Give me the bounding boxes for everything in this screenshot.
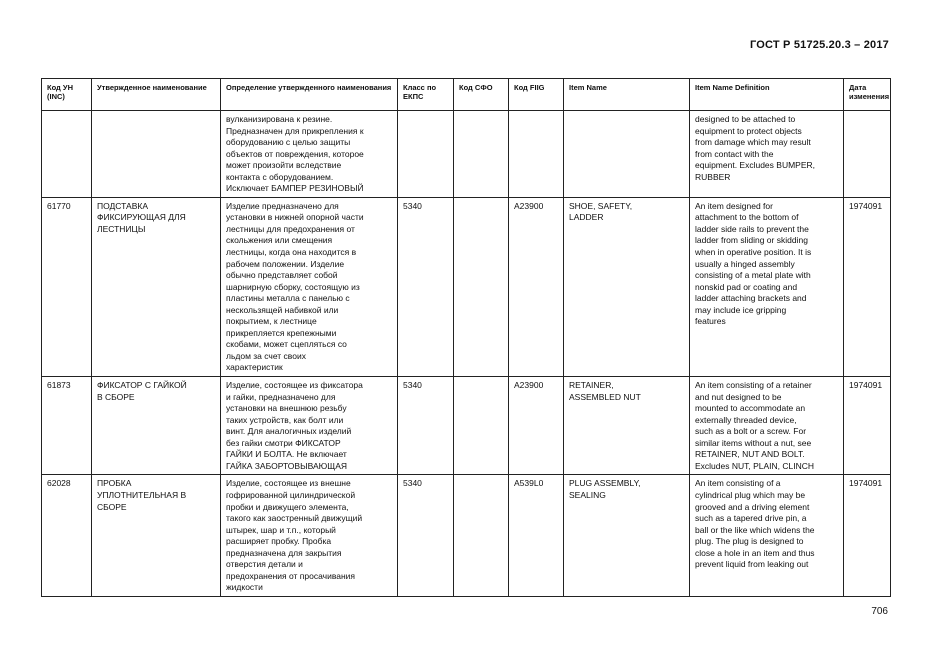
cell-item-name-definition: An item consisting of a cylindrical plug which may be grooved and a driving element such as a tapered drive pin, a ball or the like which widens the plug. The plug is designed to close a hole in an item and thus prevent liquid from leaking out	[690, 475, 844, 596]
col-header-ekps-class: Класс по ЕКПС	[398, 79, 454, 111]
cell-inc	[42, 111, 92, 198]
col-header-item-name-definition: Item Name Definition	[690, 79, 844, 111]
cell-ekps-class	[398, 111, 454, 198]
table-row	[42, 197, 891, 376]
col-header-fiig-code: Код FIIG	[509, 79, 564, 111]
cell-sfo-code	[454, 377, 509, 475]
cell-change-date: 1974091	[844, 197, 891, 376]
col-header-inc: Код УН (INC)	[42, 79, 92, 111]
cell-change-date	[844, 111, 891, 198]
cell-ekps-class: 5340	[398, 475, 454, 596]
cell-fiig-code	[509, 111, 564, 198]
cell-change-date: 1974091	[844, 475, 891, 596]
cell-definition-ru: Изделие, состоящее из внешне гофрированной цилиндрической пробки и движущего элемента, такого как заостренный движущий штырек, шар и т.п., который расширяет пробку. Пробка предназначена для закрытия отверстия детали и предохранения от просачивания жидкости	[221, 475, 398, 596]
cell-item-name	[564, 111, 690, 198]
table-header-row	[42, 79, 891, 111]
specification-table	[41, 78, 891, 597]
cell-definition-ru: Изделие предназначено для установки в нижней опорной части лестницы для предохранения от скольжения или смещения лестницы, когда она находится в рабочем положении. Изделие обычно представляет собой шарнирную сборку, состоящую из пластины металла с панелью с нескользящей набивкой или покрытием, к лестнице прикрепляется крепежными скобами, может сцепляться со льдом за счет своих характеристик	[221, 197, 398, 376]
cell-definition-ru: вулканизирована к резине. Предназначен для прикрепления к оборудованию с целью защиты объектов от повреждения, которое может произойти вследствие контакта с оборудованием. Исключает БАМПЕР РЕЗИНОВЫЙ	[221, 111, 398, 198]
cell-ekps-class: 5340	[398, 377, 454, 475]
cell-item-name-definition: An item designed for attachment to the bottom of ladder side rails to prevent the ladder from sliding or skidding when in operative position. It is usually a hinged assembly consisting of a metal plate with nonskid pad or coating and ladder attaching brackets and may include ice gripping features	[690, 197, 844, 376]
cell-fiig-code: A23900	[509, 197, 564, 376]
cell-definition-ru: Изделие, состоящее из фиксатора и гайки, предназначено для установки на внешнюю резьбу таких устройств, как болт или винт. Для аналогичных изделий без гайки смотри ФИКСАТОР ГАЙКИ И БОЛТА. Не включает ГАЙКА ЗАБОРТОВЫВАЮЩАЯ	[221, 377, 398, 475]
standard-designation: ГОСТ Р 51725.20.3 – 2017	[749, 39, 889, 51]
cell-sfo-code	[454, 197, 509, 376]
cell-item-name-definition: designed to be attached to equipment to protect objects from damage which may result from contact with the equipment. Excludes BUMPER, RUBBER	[690, 111, 844, 198]
cell-item-name: SHOE, SAFETY, LADDER	[564, 197, 690, 376]
col-header-change-date: Дата изменения	[844, 79, 891, 111]
cell-approved-name: ПОДСТАВКА ФИКСИРУЮЩАЯ ДЛЯ ЛЕСТНИЦЫ	[92, 197, 221, 376]
cell-item-name-definition: An item consisting of a retainer and nut designed to be mounted to accommodate an externally threaded device, such as a bolt or a screw. For similar items without a nut, see RETAINER, NUT AND BOLT. Excludes NUT, PLAIN, CLINCH	[690, 377, 844, 475]
cell-fiig-code: A539L0	[509, 475, 564, 596]
cell-inc: 61873	[42, 377, 92, 475]
col-header-definition-ru: Определение утвержденного наименования	[221, 79, 398, 111]
cell-sfo-code	[454, 111, 509, 198]
cell-approved-name: ФИКСАТОР С ГАЙКОЙ В СБОРЕ	[92, 377, 221, 475]
cell-fiig-code: A23900	[509, 377, 564, 475]
page-number: 706	[871, 606, 888, 617]
cell-sfo-code	[454, 475, 509, 596]
cell-inc: 62028	[42, 475, 92, 596]
cell-item-name: PLUG ASSEMBLY, SEALING	[564, 475, 690, 596]
col-header-sfo-code: Код СФО	[454, 79, 509, 111]
cell-approved-name: ПРОБКА УПЛОТНИТЕЛЬНАЯ В СБОРЕ	[92, 475, 221, 596]
col-header-item-name: Item Name	[564, 79, 690, 111]
table-row	[42, 475, 891, 596]
cell-inc: 61770	[42, 197, 92, 376]
table-row	[42, 111, 891, 198]
cell-item-name: RETAINER, ASSEMBLED NUT	[564, 377, 690, 475]
cell-ekps-class: 5340	[398, 197, 454, 376]
table-row	[42, 377, 891, 475]
col-header-approved-name: Утвержденное наименование	[92, 79, 221, 111]
cell-approved-name	[92, 111, 221, 198]
cell-change-date: 1974091	[844, 377, 891, 475]
